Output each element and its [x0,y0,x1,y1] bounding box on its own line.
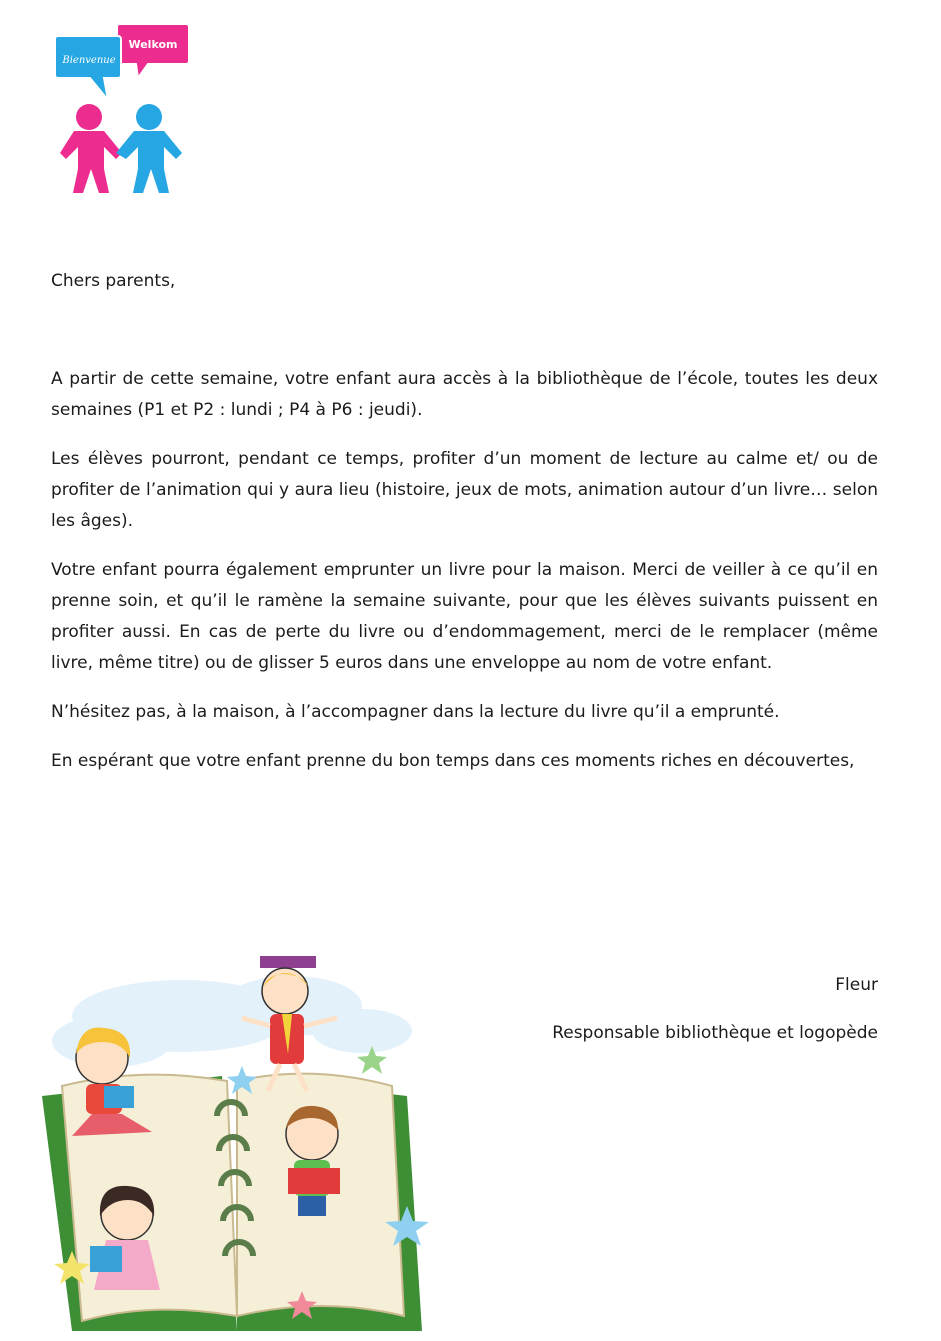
bubble-left-text: Bienvenue [62,55,116,66]
salutation: Chers parents, [51,271,176,291]
letter-body [51,266,878,795]
speech-bubble-pink-icon [117,24,189,78]
welcome-logo [52,18,194,196]
signature-block [552,970,878,1066]
blue-child-icon [116,104,182,193]
paragraph-closing: En espérant que votre enfant prenne du bon temps dans ces moments riches en découvertes, [51,751,855,771]
pink-child-icon [60,104,122,193]
paragraph-activities: Les élèves pourront, pendant ce temps, profiter d’un moment de lecture au calme et/ ou de profiter de l’animation qui y aura lieu (histoire, jeux de mots, animation autour d’un livre… selon les âges). [51,449,878,531]
paragraph-borrowing: Votre enfant pourra également emprunter un livre pour la maison. Merci de veiller à ce qu’il en prenne soin, et qu’il le ramène la semaine suivante, pour que les élèves suivants puissent en profiter aussi. En cas de perte du livre ou d’endommagement, merci de le remplacer (même livre, même titre) ou de glisser 5 euros dans une enveloppe au nom de votre enfant. [51,560,878,673]
signature-name: Fleur [835,975,878,995]
signature-role: Responsable bibliothèque et logopède [552,1023,878,1043]
paragraph-home-reading: N’hésitez pas, à la maison, à l’accompagner dans la lecture du livre qu’il a emprunté. [51,702,780,722]
bubble-right-text: Welkom [128,38,178,51]
speech-bubble-blue-icon [55,36,121,100]
paragraph-access: A partir de cette semaine, votre enfant aura accès à la bibliothèque de l’école, toutes les deux semaines (P1 et P2 : lundi ; P4 à P6 : jeudi). [51,369,878,420]
children-reading-book-illustration [32,946,432,1334]
